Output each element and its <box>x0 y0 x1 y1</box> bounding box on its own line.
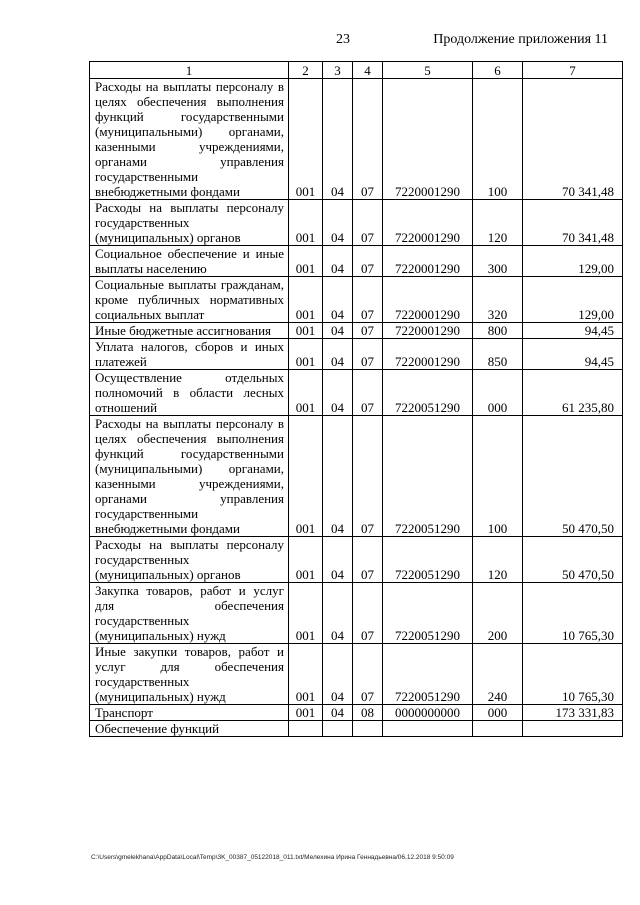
continuation-label: Продолжение приложения 11 <box>433 32 608 47</box>
subsection-cell: 07 <box>353 79 383 200</box>
row-name-cell: Иные бюджетные ассигнования <box>90 323 289 339</box>
table-row <box>90 583 623 644</box>
code-cell <box>289 721 323 737</box>
row-name-cell: Осуществление отдельных полномочий в области лесных отношений <box>90 370 289 416</box>
target-article-cell: 7220051290 <box>383 416 473 537</box>
amount-cell: 50 470,50 <box>523 537 623 583</box>
target-article-cell: 7220051290 <box>383 583 473 644</box>
amount-cell: 10 765,30 <box>523 644 623 705</box>
target-article-cell: 7220051290 <box>383 370 473 416</box>
code-cell: 001 <box>289 200 323 246</box>
expense-type-cell <box>473 721 523 737</box>
amount-cell: 129,00 <box>523 277 623 323</box>
amount-cell: 10 765,30 <box>523 583 623 644</box>
code-cell: 001 <box>289 705 323 721</box>
section-cell <box>323 721 353 737</box>
code-cell: 001 <box>289 537 323 583</box>
code-cell: 001 <box>289 370 323 416</box>
subsection-cell: 07 <box>353 370 383 416</box>
table-row <box>90 721 623 737</box>
code-cell: 001 <box>289 246 323 277</box>
section-cell: 04 <box>323 339 353 370</box>
table-row <box>90 370 623 416</box>
section-cell: 04 <box>323 277 353 323</box>
expense-type-cell: 100 <box>473 416 523 537</box>
code-cell: 001 <box>289 583 323 644</box>
expense-type-cell: 850 <box>473 339 523 370</box>
row-name-cell: Расходы на выплаты персоналу в целях обеспечения выполнения функций государственными (муниципальными) органами, казенными учреждениями, органами управления государственными внебюджетными фондами <box>90 79 289 200</box>
section-cell: 04 <box>323 323 353 339</box>
code-cell: 001 <box>289 79 323 200</box>
expense-type-cell: 100 <box>473 79 523 200</box>
target-article-cell: 7220001290 <box>383 246 473 277</box>
target-article-cell: 7220051290 <box>383 537 473 583</box>
section-cell: 04 <box>323 200 353 246</box>
section-cell: 04 <box>323 705 353 721</box>
column-header: 5 <box>383 62 473 79</box>
table-row <box>90 644 623 705</box>
section-cell: 04 <box>323 246 353 277</box>
table-row <box>90 537 623 583</box>
amount-cell: 70 341,48 <box>523 79 623 200</box>
expense-type-cell: 000 <box>473 370 523 416</box>
code-cell: 001 <box>289 644 323 705</box>
subsection-cell: 07 <box>353 583 383 644</box>
table-row <box>90 339 623 370</box>
table-row <box>90 705 623 721</box>
section-cell: 04 <box>323 79 353 200</box>
target-article-cell: 7220001290 <box>383 339 473 370</box>
section-cell: 04 <box>323 416 353 537</box>
column-header: 6 <box>473 62 523 79</box>
column-header: 7 <box>523 62 623 79</box>
row-name-cell: Расходы на выплаты персоналу государственных (муниципальных) органов <box>90 537 289 583</box>
target-article-cell: 0000000000 <box>383 705 473 721</box>
subsection-cell: 07 <box>353 246 383 277</box>
expense-type-cell: 320 <box>473 277 523 323</box>
expense-type-cell: 300 <box>473 246 523 277</box>
section-cell: 04 <box>323 644 353 705</box>
section-cell: 04 <box>323 583 353 644</box>
code-cell: 001 <box>289 339 323 370</box>
amount-cell: 94,45 <box>523 339 623 370</box>
table-row <box>90 277 623 323</box>
amount-cell: 129,00 <box>523 246 623 277</box>
code-cell: 001 <box>289 277 323 323</box>
target-article-cell: 7220001290 <box>383 323 473 339</box>
expense-type-cell: 120 <box>473 537 523 583</box>
subsection-cell: 07 <box>353 323 383 339</box>
subsection-cell: 07 <box>353 644 383 705</box>
table-header-row <box>90 62 623 79</box>
subsection-cell: 08 <box>353 705 383 721</box>
table-row <box>90 416 623 537</box>
target-article-cell: 7220051290 <box>383 644 473 705</box>
target-article-cell: 7220001290 <box>383 79 473 200</box>
row-name-cell: Расходы на выплаты персоналу государственных (муниципальных) органов <box>90 200 289 246</box>
amount-cell: 173 331,83 <box>523 705 623 721</box>
subsection-cell: 07 <box>353 537 383 583</box>
expense-type-cell: 800 <box>473 323 523 339</box>
table-row <box>90 79 623 200</box>
target-article-cell <box>383 721 473 737</box>
target-article-cell: 7220001290 <box>383 277 473 323</box>
row-name-cell: Социальное обеспечение и иные выплаты населению <box>90 246 289 277</box>
column-header: 1 <box>90 62 289 79</box>
expense-type-cell: 120 <box>473 200 523 246</box>
section-cell: 04 <box>323 370 353 416</box>
subsection-cell: 07 <box>353 200 383 246</box>
subsection-cell <box>353 721 383 737</box>
row-name-cell: Уплата налогов, сборов и иных платежей <box>90 339 289 370</box>
amount-cell: 50 470,50 <box>523 416 623 537</box>
row-name-cell: Расходы на выплаты персоналу в целях обеспечения выполнения функций государственными (муниципальными) органами, казенными учреждениями, органами управления государственными внебюджетными фондами <box>90 416 289 537</box>
column-header: 3 <box>323 62 353 79</box>
row-name-cell: Иные закупки товаров, работ и услуг для обеспечения государственных (муниципальных) нужд <box>90 644 289 705</box>
column-header: 4 <box>353 62 383 79</box>
budget-table <box>89 61 623 737</box>
amount-cell: 61 235,80 <box>523 370 623 416</box>
code-cell: 001 <box>289 416 323 537</box>
code-cell: 001 <box>289 323 323 339</box>
table-row <box>90 200 623 246</box>
table-row <box>90 323 623 339</box>
row-name-cell: Транспорт <box>90 705 289 721</box>
expense-type-cell: 000 <box>473 705 523 721</box>
file-path-footer: C:\Users\gmelekhana\AppData\Local\Temp\3K_00387_05122018_011.txt/Мелехина Ирина Геннадьевна/06.12.2018 9:50:09 <box>91 854 454 861</box>
amount-cell: 94,45 <box>523 323 623 339</box>
page-number: 23 <box>336 32 350 47</box>
amount-cell <box>523 721 623 737</box>
subsection-cell: 07 <box>353 416 383 537</box>
expense-type-cell: 200 <box>473 583 523 644</box>
subsection-cell: 07 <box>353 277 383 323</box>
section-cell: 04 <box>323 537 353 583</box>
row-name-cell: Социальные выплаты гражданам, кроме публичных нормативных социальных выплат <box>90 277 289 323</box>
table-row <box>90 246 623 277</box>
expense-type-cell: 240 <box>473 644 523 705</box>
amount-cell: 70 341,48 <box>523 200 623 246</box>
subsection-cell: 07 <box>353 339 383 370</box>
column-header: 2 <box>289 62 323 79</box>
row-name-cell: Обеспечение функций <box>90 721 289 737</box>
row-name-cell: Закупка товаров, работ и услуг для обеспечения государственных (муниципальных) нужд <box>90 583 289 644</box>
target-article-cell: 7220001290 <box>383 200 473 246</box>
